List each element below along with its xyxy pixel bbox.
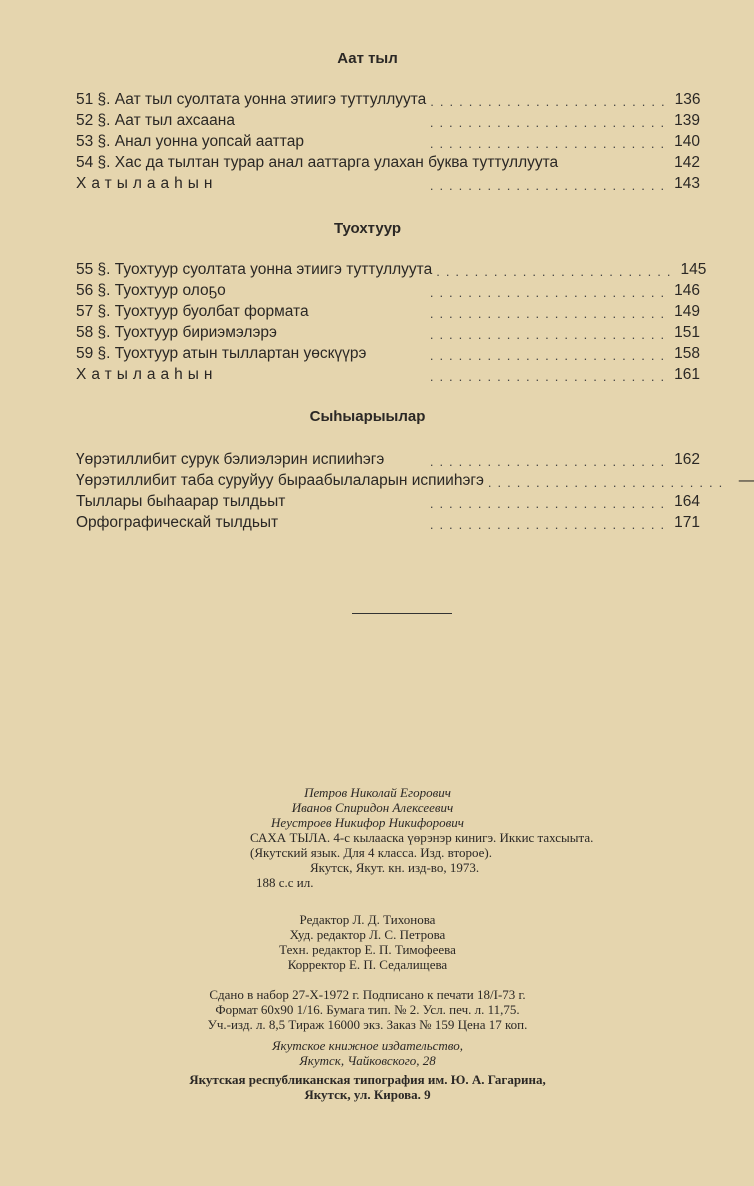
toc-row bbox=[76, 321, 700, 342]
toc-row bbox=[76, 151, 700, 172]
toc-page: — bbox=[738, 472, 754, 489]
toc-page: 164 bbox=[674, 493, 700, 510]
toc-page: 139 bbox=[674, 112, 700, 129]
authors bbox=[0, 785, 735, 830]
toc-entry: 57 §. Туохтуур буолбат формата bbox=[76, 303, 309, 320]
toc-row bbox=[76, 363, 700, 384]
toc-page: 151 bbox=[674, 324, 700, 341]
publisher-line: Якутск, Чайковского, 28 bbox=[299, 1053, 436, 1068]
toc-row bbox=[76, 258, 707, 279]
toc-entry: 58 §. Туохтуур бириэмэлэрэ bbox=[76, 324, 277, 341]
toc-row bbox=[76, 109, 700, 130]
dot-leader: ......................... bbox=[429, 327, 671, 342]
toc-page: 140 bbox=[674, 133, 700, 150]
dot-leader: ......................... bbox=[429, 136, 671, 151]
toc-entry: Үөрэтиллибит сурук бэлиэлэрин испииһэгэ bbox=[76, 451, 385, 468]
editors bbox=[0, 912, 735, 972]
toc-list bbox=[76, 88, 700, 193]
dot-leader: ......................... bbox=[429, 496, 671, 511]
divider bbox=[352, 613, 452, 614]
dot-leader: ......................... bbox=[429, 369, 671, 384]
book-info bbox=[250, 830, 593, 890]
editor-line: Техн. редактор Е. П. Тимофеева bbox=[279, 942, 456, 957]
section-title: Сыһыарыылар bbox=[309, 408, 426, 425]
toc-entry: 54 §. Хас да тылтан турар анал ааттарга улахан буква туттуллуута bbox=[76, 154, 559, 171]
toc-row bbox=[76, 469, 754, 490]
toc-page: 136 bbox=[674, 91, 701, 108]
toc-row bbox=[76, 490, 700, 511]
print-info bbox=[0, 987, 735, 1032]
toc-page: 149 bbox=[674, 303, 700, 320]
toc-page: 146 bbox=[674, 282, 700, 299]
toc-entry: 59 §. Туохтуур атын тыллартан уөскүүрэ bbox=[76, 345, 367, 362]
toc-row bbox=[76, 342, 700, 363]
printer-line: Якутская республиканская типография им. Ю. А. Гагарина, bbox=[189, 1072, 546, 1087]
dot-leader: ......................... bbox=[436, 264, 677, 279]
dot-leader: ......................... bbox=[429, 306, 671, 321]
toc-row bbox=[76, 511, 700, 532]
toc-page: 162 bbox=[674, 451, 700, 468]
toc-entry: Хатылааһын bbox=[76, 175, 218, 192]
section-title: Туохтуур bbox=[333, 220, 402, 237]
dot-leader: ......................... bbox=[429, 454, 671, 469]
print-line: Уч.-изд. л. 8,5 Тираж 16000 экз. Заказ № 159 Цена 17 коп. bbox=[207, 1017, 528, 1032]
toc-list bbox=[76, 258, 707, 384]
dot-leader: ......................... bbox=[429, 115, 671, 130]
author: Неустроев Никифор Никифорович bbox=[271, 815, 464, 830]
dot-leader: ......................... bbox=[487, 475, 729, 490]
dot-leader: ......................... bbox=[429, 517, 671, 532]
editor-line: Корректор Е. П. Седалищева bbox=[287, 957, 448, 972]
toc-list bbox=[76, 448, 754, 532]
toc-entry: Орфографическай тылдьыт bbox=[76, 514, 279, 531]
editor-line: Редактор Л. Д. Тихонова bbox=[299, 912, 436, 927]
toc-page: 142 bbox=[674, 154, 700, 171]
toc-entry: Хатылааһын bbox=[76, 366, 218, 383]
toc-entry: 51 §. Аат тыл суолтата уонна этиигэ туттуллуута bbox=[76, 91, 427, 108]
book-line: (Якутский язык. Для 4 класса. Изд. второе). bbox=[250, 845, 492, 860]
publisher-line: Якутское книжное издательство, bbox=[271, 1038, 464, 1053]
toc-page: 161 bbox=[674, 366, 700, 383]
print-line: Формат 60х90 1/16. Бумага тип. № 2. Усл. печ. л. 11,75. bbox=[215, 1002, 520, 1017]
dot-leader: ......................... bbox=[429, 285, 671, 300]
toc-row bbox=[76, 279, 700, 300]
author: Иванов Спиридон Алексеевич bbox=[291, 800, 454, 815]
dot-leader: ......................... bbox=[429, 348, 671, 363]
section-title: Аат тыл bbox=[337, 50, 398, 67]
toc-page: 158 bbox=[674, 345, 700, 362]
publisher bbox=[0, 1038, 735, 1068]
toc-entry: 52 §. Аат тыл ахсаана bbox=[76, 112, 235, 129]
toc-row bbox=[76, 88, 700, 109]
toc-row bbox=[76, 130, 700, 151]
book-line: Якутск, Якут. кн. изд-во, 1973. bbox=[310, 860, 480, 875]
editor-line: Худ. редактор Л. С. Петрова bbox=[289, 927, 446, 942]
toc-entry: Тыллары быһаарар тылдьыт bbox=[76, 493, 286, 510]
toc-row bbox=[76, 448, 700, 469]
toc-row bbox=[76, 172, 700, 193]
printer-line: Якутск, ул. Кирова. 9 bbox=[304, 1087, 431, 1102]
printer bbox=[0, 1072, 735, 1102]
toc-page: 145 bbox=[680, 261, 707, 278]
toc-entry: 55 §. Туохтуур суолтата уонна этиигэ туттуллуута bbox=[76, 261, 433, 278]
toc-entry: Үөрэтиллибит таба суруйуу быраабылаларын испииһэгэ bbox=[76, 472, 484, 489]
book-line: САХА ТЫЛА. 4-с кылааска үөрэнэр кинигэ. Иккис тахсыыта. bbox=[250, 830, 594, 845]
toc-entry: 53 §. Анал уонна уопсай ааттар bbox=[76, 133, 304, 150]
dot-leader: ......................... bbox=[430, 94, 671, 109]
toc-entry: 56 §. Туохтуур олоҕо bbox=[76, 282, 226, 299]
book-line: 188 с.с ил. bbox=[256, 875, 314, 890]
toc-page: 171 bbox=[674, 514, 700, 531]
dot-leader: ......................... bbox=[429, 178, 671, 193]
print-line: Сдано в набор 27-X-1972 г. Подписано к печати 18/I-73 г. bbox=[209, 987, 526, 1002]
toc-page: 143 bbox=[674, 175, 700, 192]
author: Петров Николай Егорович bbox=[304, 785, 451, 800]
toc-row bbox=[76, 300, 700, 321]
